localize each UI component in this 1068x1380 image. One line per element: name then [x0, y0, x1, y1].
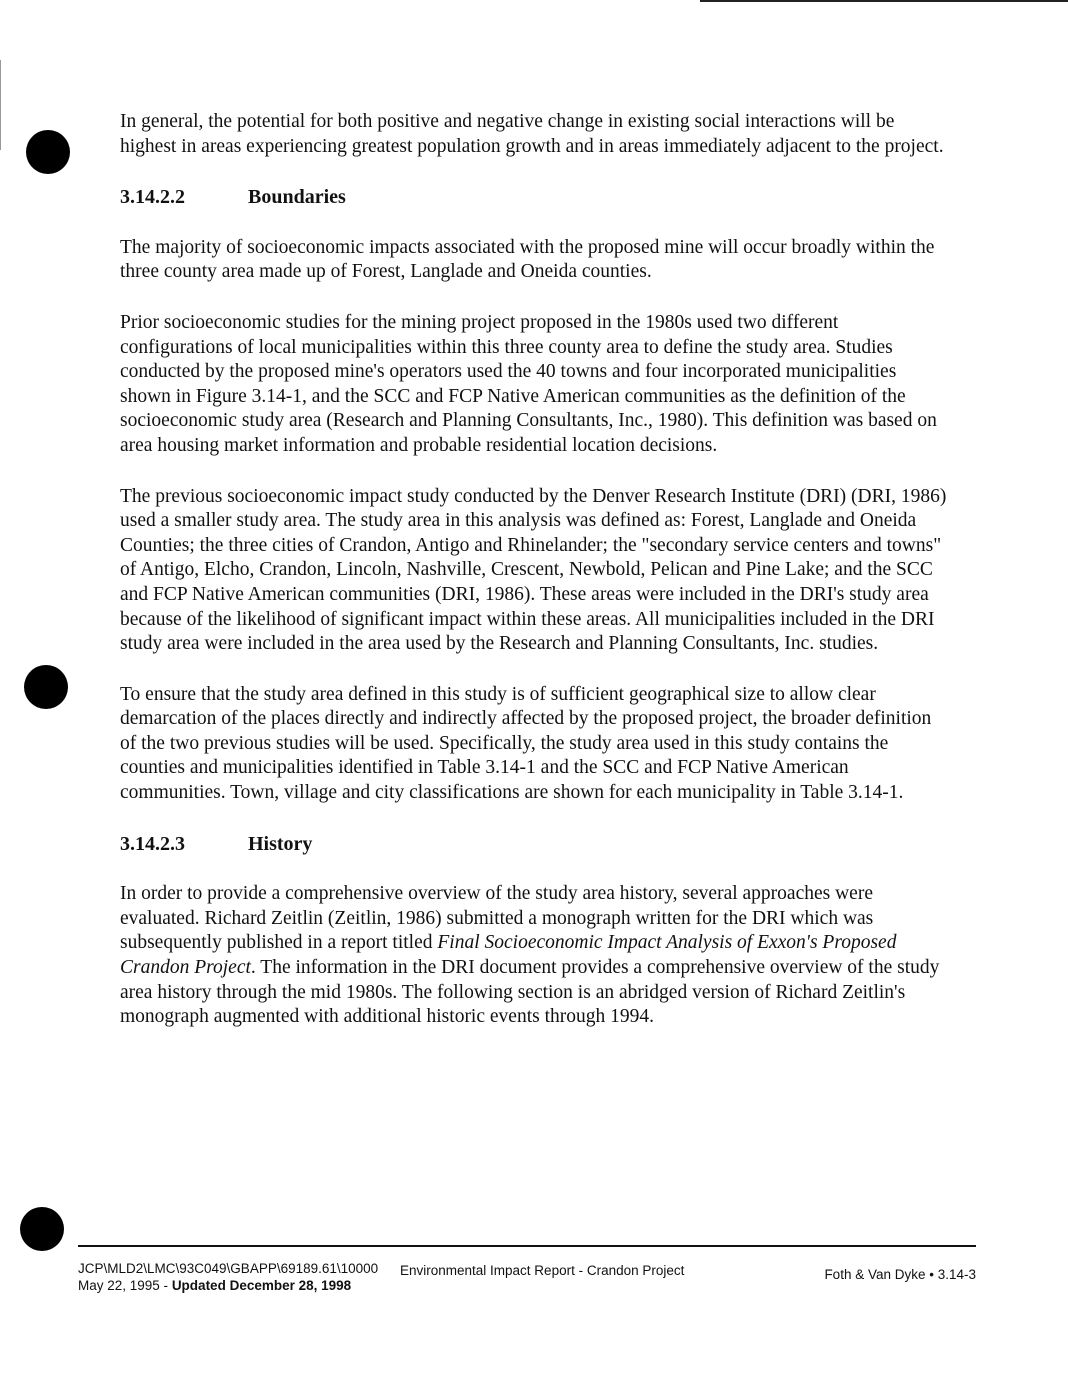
page-reference: Foth & Van Dyke • 3.14-3	[824, 1267, 976, 1282]
section-title: History	[248, 832, 313, 855]
updated-date: Updated December 28, 1998	[171, 1278, 352, 1293]
history-paragraph	[120, 882, 950, 1030]
binder-hole-middle	[24, 665, 68, 709]
intro-paragraph: In general, the potential for both positive and negative change in existing social interactions will be highest in areas experiencing greatest population growth and in areas immediately adjacent to the project.	[120, 111, 944, 157]
binder-hole-bottom	[20, 1207, 64, 1251]
report-title: Environmental Impact Report - Crandon Project	[400, 1263, 685, 1278]
boundaries-paragraph: The previous socioeconomic impact study conducted by the Denver Research Institute (DRI) (DRI, 1986) used a smaller study area. The study area in this analysis was defined as: Forest, Langlade and Oneida Counties; the three cities of Crandon, Antigo and Rhinelander; the "secondary service centers and towns" of Antigo, Elcho, Crandon, Lincoln, Nashville, Crescent, Newbold, Pelican and Pine Lake; and the SCC and FCP Native American communities (DRI, 1986). These areas were included in the DRI's study area because of the likelihood of significant impact within these areas. All municipalities included in the DRI study area were included in the area used by the Research and Planning Consultants, Inc. studies.	[120, 485, 947, 655]
footer-left	[78, 1260, 378, 1294]
history-text-start: In order to provide a comprehensive overview of the study area history, several approaches were evaluated. Richard Zeitlin (Zeitlin, 1986) submitted a monograph written for the DRI which was subsequently published in a report titled	[120, 883, 874, 954]
section-title: Boundaries	[248, 186, 346, 209]
history-text-end: . The information in the DRI document provides a comprehensive overview of the study area history through the mid 1980s. The following section is an abridged version of Richard Zeitlin's monograph augmented with additional historic events through 1994.	[120, 957, 940, 1028]
section-number: 3.14.2.2	[120, 186, 185, 209]
footer-divider	[78, 1245, 976, 1247]
file-path: JCP\MLD2\LMC\93C049\GBAPP\69189.61\10000	[78, 1261, 379, 1276]
section-number: 3.14.2.3	[120, 832, 185, 855]
section-heading-history	[120, 832, 950, 857]
boundaries-paragraph: Prior socioeconomic studies for the mining project proposed in the 1980s used two different configurations of local municipalities within this three county area to define the study area. Studies conducted by the proposed mine's operators used the 40 towns and four incorporated municipalities shown in Figure 3.14-1, and the SCC and FCP Native American communities as the definition of the socioeconomic study area (Research and Planning Consultants, Inc., 1980). This definition was based on area housing market information and probable residential location decisions.	[120, 311, 937, 456]
binder-hole-top	[26, 130, 70, 174]
section-heading-boundaries	[120, 185, 950, 210]
left-edge-line	[0, 60, 1, 150]
original-date: May 22, 1995 -	[78, 1278, 172, 1293]
top-edge-line	[700, 0, 1068, 2]
boundaries-paragraph: The majority of socioeconomic impacts associated with the proposed mine will occur broadly within the three county area made up of Forest, Langlade and Oneida counties.	[120, 236, 935, 283]
document-body	[120, 110, 950, 1056]
footer-date-line	[78, 1277, 378, 1294]
report-title-italic: Final Socioeconomic Impact Analysis of Exxon's Proposed Crandon Project	[120, 932, 897, 979]
boundaries-paragraph: To ensure that the study area defined in this study is of sufficient geographical size to allow clear demarcation of the places directly and indirectly affected by the proposed project, the broader definition of the two previous studies will be used. Specifically, the study area used in this study contains the counties and municipalities identified in Table 3.14-1 and the SCC and FCP Native American communities. Town, village and city classifications are shown for each municipality in Table 3.14-1.	[120, 683, 932, 804]
